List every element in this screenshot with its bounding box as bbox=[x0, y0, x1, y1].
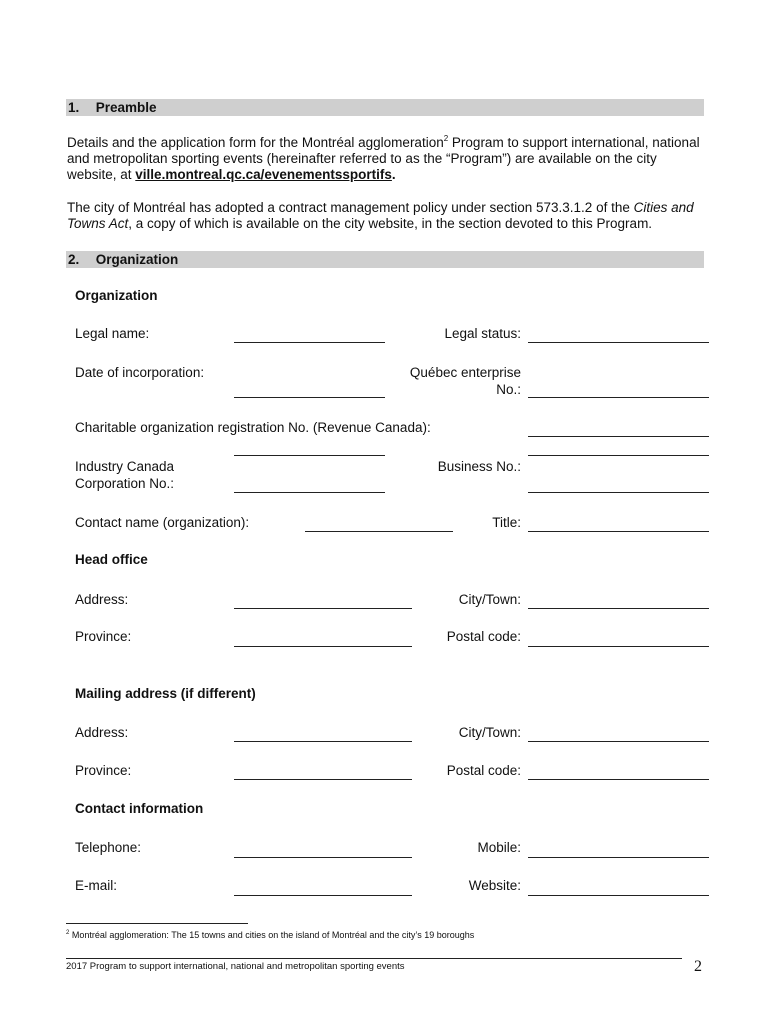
date-incorporation-field[interactable] bbox=[234, 397, 385, 398]
industry-canada-label bbox=[75, 458, 174, 492]
legal-status-label: Legal status: bbox=[444, 326, 521, 341]
section-header-preamble bbox=[66, 99, 704, 116]
footnote-text: Montréal agglomeration: The 15 towns and cities on the island of Montréal and the city’s 19 boroughs bbox=[69, 930, 475, 940]
act-name: Cities and Towns Act bbox=[67, 200, 694, 231]
title-label: Title: bbox=[492, 515, 521, 530]
business-no-field-line-1[interactable] bbox=[528, 455, 709, 456]
section-number: 2. bbox=[68, 252, 80, 267]
business-no-field[interactable] bbox=[528, 492, 709, 493]
mailing-city-field[interactable] bbox=[528, 741, 709, 742]
website-field[interactable] bbox=[528, 895, 709, 896]
preamble-paragraph-1 bbox=[67, 135, 707, 183]
charitable-registration-field[interactable] bbox=[528, 436, 709, 437]
label-line: Québec enterprise bbox=[409, 365, 521, 380]
contact-name-label: Contact name (organization): bbox=[75, 515, 250, 530]
subheading-contact-information: Contact information bbox=[75, 801, 204, 816]
text: Details and the application form for the Montréal agglomeration bbox=[67, 135, 444, 150]
page-number: 2 bbox=[694, 958, 702, 975]
contact-name-field[interactable] bbox=[305, 531, 453, 532]
mailing-address-label: Address: bbox=[75, 725, 129, 740]
subheading-head-office: Head office bbox=[75, 552, 148, 567]
industry-canada-field-line-1[interactable] bbox=[234, 455, 385, 456]
section-number: 1. bbox=[68, 100, 80, 115]
text: The city of Montréal has adopted a contract management policy under section 573.3.1.2 of the bbox=[67, 200, 634, 215]
footer-text: 2017 Program to support international, national and metropolitan sporting events bbox=[66, 961, 405, 972]
quebec-enterprise-field[interactable] bbox=[528, 397, 709, 398]
mailing-province-field[interactable] bbox=[234, 779, 412, 780]
mobile-label: Mobile: bbox=[477, 840, 521, 855]
head-office-city-field[interactable] bbox=[528, 608, 709, 609]
section-title: Preamble bbox=[95, 100, 157, 115]
footer-divider bbox=[66, 958, 682, 959]
subheading-mailing-address: Mailing address (if different) bbox=[75, 686, 256, 701]
footnote-divider bbox=[66, 923, 248, 924]
website-label: Website: bbox=[468, 878, 521, 893]
subheading-organization: Organization bbox=[75, 288, 158, 303]
mailing-postal-label: Postal code: bbox=[446, 763, 521, 778]
label-line: No.: bbox=[496, 382, 521, 397]
mobile-field[interactable] bbox=[528, 857, 709, 858]
email-label: E-mail: bbox=[75, 878, 118, 893]
text: Program to support international, national and metropolitan sporting events (hereinafter referred to as the “Program”) are available on the city website, at bbox=[67, 135, 700, 182]
footnote-ref[interactable]: 2 bbox=[443, 134, 449, 143]
telephone-field[interactable] bbox=[234, 857, 412, 858]
head-office-province-field[interactable] bbox=[234, 646, 412, 647]
head-office-city-label: City/Town: bbox=[458, 592, 521, 607]
mailing-postal-field[interactable] bbox=[528, 779, 709, 780]
mailing-province-label: Province: bbox=[75, 763, 132, 778]
legal-status-field[interactable] bbox=[528, 342, 709, 343]
email-field[interactable] bbox=[234, 895, 412, 896]
section-title: Organization bbox=[95, 252, 179, 267]
head-office-postal-label: Postal code: bbox=[446, 629, 521, 644]
business-no-label: Business No.: bbox=[437, 459, 521, 474]
website-link[interactable]: ville.montreal.qc.ca/evenementssportifs bbox=[135, 167, 392, 182]
date-incorporation-label: Date of incorporation: bbox=[75, 365, 205, 380]
footnote-marker: 2 bbox=[66, 930, 70, 936]
telephone-label: Telephone: bbox=[75, 840, 142, 855]
mailing-address-field[interactable] bbox=[234, 741, 412, 742]
head-office-postal-field[interactable] bbox=[528, 646, 709, 647]
legal-name-label: Legal name: bbox=[75, 326, 150, 341]
head-office-province-label: Province: bbox=[75, 629, 132, 644]
footnote bbox=[66, 930, 474, 940]
mailing-city-label: City/Town: bbox=[458, 725, 521, 740]
head-office-address-field[interactable] bbox=[234, 608, 412, 609]
preamble-paragraph-2 bbox=[67, 200, 707, 232]
label-line: Industry Canada bbox=[75, 459, 175, 474]
section-header-organization bbox=[66, 251, 704, 268]
charitable-registration-label: Charitable organization registration No. (Revenue Canada): bbox=[75, 420, 431, 435]
text: . bbox=[391, 167, 396, 182]
quebec-enterprise-label bbox=[410, 364, 521, 398]
industry-canada-field[interactable] bbox=[234, 492, 385, 493]
head-office-address-label: Address: bbox=[75, 592, 129, 607]
title-field[interactable] bbox=[528, 531, 709, 532]
legal-name-field[interactable] bbox=[234, 342, 385, 343]
text: , a copy of which is available on the city website, in the section devoted to this Program. bbox=[128, 216, 653, 231]
label-line: Corporation No.: bbox=[75, 476, 175, 491]
